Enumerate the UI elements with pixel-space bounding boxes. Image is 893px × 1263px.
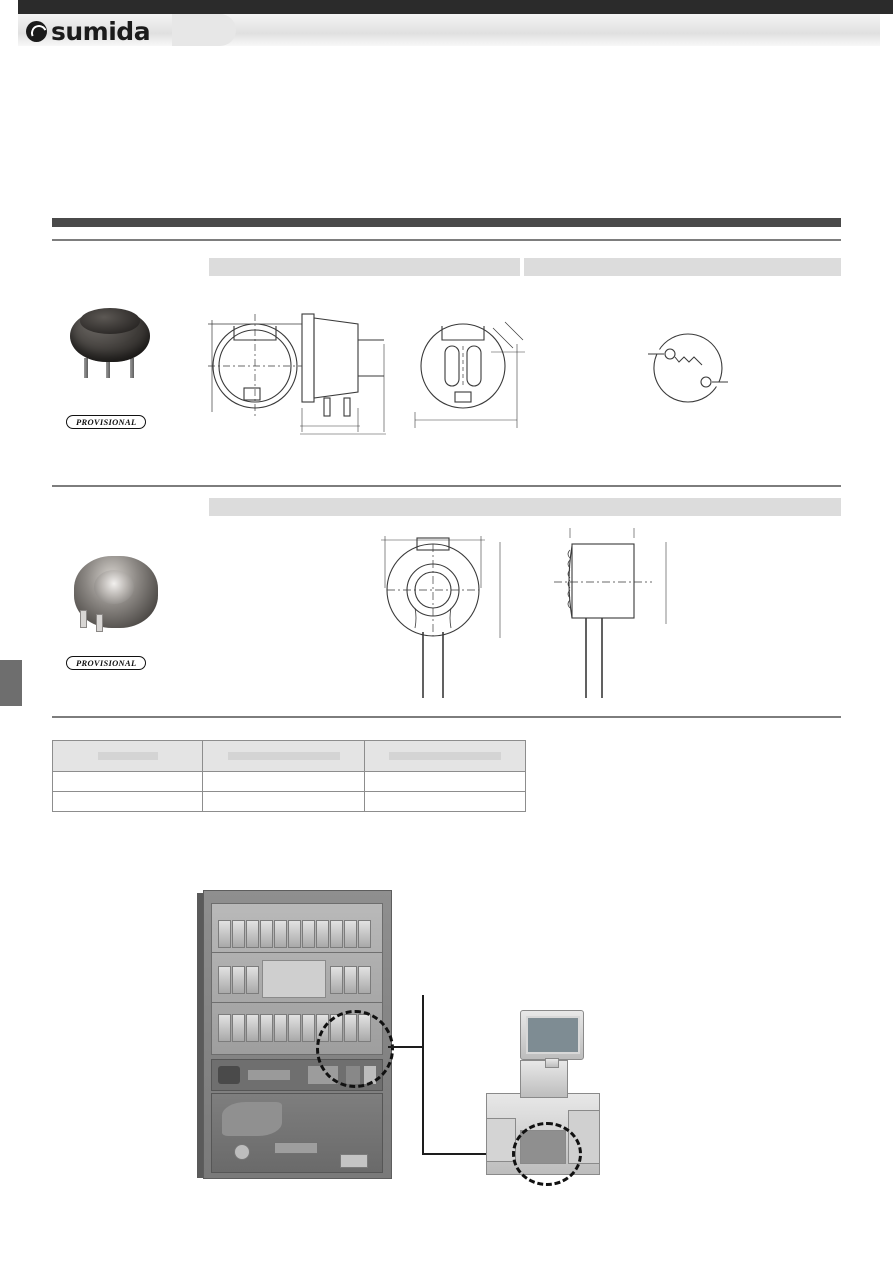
callout-line-top <box>388 1046 424 1048</box>
brand-name: sumida <box>51 16 151 46</box>
bobbin-core <box>94 570 134 604</box>
vending-machine-lower-panel <box>211 1093 383 1173</box>
table-cell <box>203 792 364 812</box>
section1-top-rule <box>52 218 841 227</box>
pos-terminal-printer <box>520 1060 568 1098</box>
section1-band-right <box>524 258 841 276</box>
pos-terminal-monitor-stand <box>545 1058 559 1068</box>
section2-band <box>209 498 841 516</box>
side-index-tab <box>0 660 22 706</box>
table-header-cell-2 <box>203 741 364 772</box>
table-cell <box>364 772 525 792</box>
callout-line-vertical <box>422 995 424 1155</box>
logo-plate-round-end <box>172 14 236 46</box>
table-cell <box>53 792 203 812</box>
top-header-bar <box>0 0 893 14</box>
drawing-schematic-1 <box>642 330 734 406</box>
table-cell <box>364 792 525 812</box>
provisional-badge-2: PROVISIONAL <box>66 656 146 670</box>
coil-pin <box>84 358 88 378</box>
header-notch <box>0 0 18 14</box>
section1-band-left <box>209 258 520 276</box>
provisional-badge-1: PROVISIONAL <box>66 415 146 429</box>
drawing-side-view-2 <box>540 528 690 706</box>
coil-top-face <box>80 308 140 334</box>
product-photo-1 <box>62 304 158 392</box>
spec-table <box>52 740 526 812</box>
table-row <box>53 772 526 792</box>
table-cell <box>203 772 364 792</box>
drawing-side-view-1 <box>288 300 408 440</box>
product-photo-2 <box>66 548 162 640</box>
coin-validator-highlight <box>316 1010 394 1088</box>
bobbin-lead <box>96 614 103 632</box>
table-header-row <box>53 741 526 772</box>
bobbin-lead <box>80 610 87 628</box>
drawing-front-view-2 <box>355 528 515 706</box>
section3-top-rule <box>52 716 841 718</box>
sumida-swirl-logo-icon <box>26 21 47 42</box>
card-reader-highlight <box>512 1122 582 1186</box>
brand-logo <box>26 18 150 44</box>
pos-terminal-screen <box>526 1016 580 1054</box>
table-cell <box>53 772 203 792</box>
table-header-cell-1 <box>53 741 203 772</box>
table-row <box>53 792 526 812</box>
table-header-cell-3 <box>364 741 525 772</box>
drawing-bottom-view-1 <box>405 300 535 440</box>
section2-top-rule <box>52 485 841 487</box>
coil-pin <box>106 362 110 378</box>
section1-sub-rule <box>52 239 841 241</box>
coil-pin <box>130 358 134 378</box>
